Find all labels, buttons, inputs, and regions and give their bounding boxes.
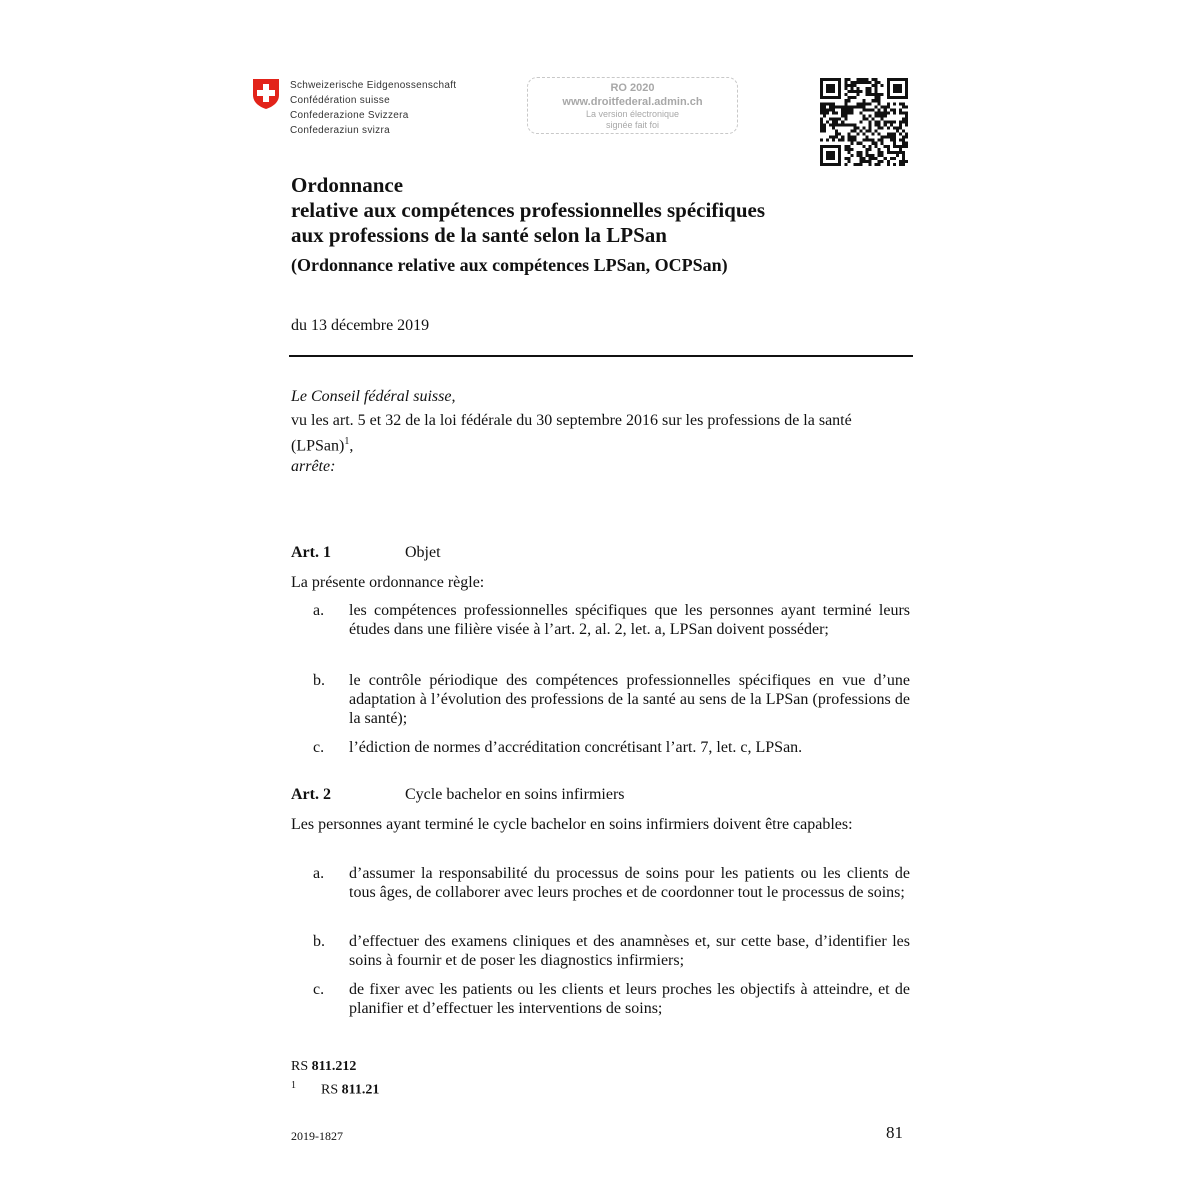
item-letter: a.	[313, 602, 325, 619]
item-letter: a.	[313, 865, 325, 882]
title-line-3: aux professions de la santé selon la LPSan	[291, 223, 667, 247]
preamble-basis-text: vu les art. 5 et 32 de la loi fédérale du 30 septembre 2016 sur les professions de la santé (LPSan)	[291, 412, 852, 455]
article-1-item-c	[313, 738, 910, 757]
article-2-item-b	[313, 932, 910, 970]
item-letter: c.	[313, 739, 325, 756]
swiss-cross-icon	[252, 78, 280, 110]
preamble-basis	[291, 410, 911, 456]
footnote-1	[291, 1080, 379, 1099]
item-text: l’édiction de normes d’accréditation concrétisant l’art. 7, let. c, LPSan.	[349, 739, 803, 756]
footnote-1-number: 811.21	[341, 1082, 380, 1098]
qr-code-icon	[820, 78, 908, 166]
document-title	[291, 173, 765, 248]
stamp-collection: RO 2020	[610, 82, 655, 94]
rs-reference	[291, 1059, 356, 1075]
footnote-1-marker: 1	[291, 1080, 296, 1091]
item-text: d’effectuer des examens cliniques et des anamnèses et, sur cette base, d’identifier les soins à fournir et de poser les diagnostics infirmiers;	[349, 933, 910, 969]
confederation-names	[290, 78, 456, 138]
article-2-intro: Les personnes ayant terminé le cycle bachelor en soins infirmiers doivent être capables:	[291, 816, 853, 833]
article-1-item-b	[313, 671, 910, 728]
preamble-decree: arrête:	[291, 458, 336, 476]
confederation-name-rm: Confederaziun svizra	[290, 125, 390, 136]
title-divider	[289, 355, 913, 357]
item-text: de fixer avec les patients ou les clients et leurs proches les objectifs à atteindre, et de planifier et d’effectuer les interventions de soins;	[349, 981, 910, 1017]
document-date: du 13 décembre 2019	[291, 317, 430, 334]
document-subtitle: (Ordonnance relative aux compétences LPSan, OCPSan)	[291, 255, 728, 275]
title-line-2: relative aux compétences professionnelles spécifiques	[291, 198, 766, 222]
article-1-number: Art. 1	[291, 544, 331, 561]
article-2-item-a	[313, 864, 910, 902]
article-1-intro: La présente ordonnance règle:	[291, 574, 485, 591]
item-letter: c.	[313, 981, 325, 998]
article-2-title: Cycle bachelor en soins infirmiers	[405, 786, 625, 803]
stamp-note-1: La version électronique	[585, 109, 680, 119]
preamble-basis-end: ,	[349, 437, 354, 455]
item-text: le contrôle périodique des compétences professionnelles spécifiques en vue d’une adaptation à l’évolution des professions de la santé au sens de la LPSan (professions de la santé);	[349, 672, 910, 727]
item-text: d’assumer la responsabilité du processus de soins pour les patients ou les clients de tous âges, de collaborer avec leurs proches et de coordonner tout le processus de soins;	[349, 865, 910, 901]
confederation-name-it: Confederazione Svizzera	[290, 110, 409, 121]
rs-prefix: RS	[291, 1059, 309, 1074]
confederation-name-de: Schweizerische Eidgenossenschaft	[290, 80, 457, 91]
footnote-1-prefix: RS	[321, 1082, 339, 1098]
document-id: 2019-1827	[291, 1129, 343, 1143]
article-2-item-c	[313, 980, 910, 1018]
stamp-note-2: signée fait foi	[605, 120, 660, 130]
item-text: les compétences professionnelles spécifiques que les personnes ayant terminé leurs études dans une filière visée à l’art. 2, al. 2, let. a, LPSan doivent posséder;	[349, 602, 910, 638]
confederation-name-fr: Confédération suisse	[290, 95, 390, 106]
item-letter: b.	[313, 672, 325, 689]
title-line-1: Ordonnance	[291, 173, 404, 197]
electronic-version-stamp	[527, 77, 738, 134]
stamp-url[interactable]: www.droitfederal.admin.ch	[562, 96, 703, 108]
preamble	[291, 386, 911, 477]
rs-number: 811.212	[311, 1059, 357, 1074]
item-letter: b.	[313, 933, 325, 950]
article-2-number: Art. 2	[291, 786, 331, 803]
article-1-item-a	[313, 601, 910, 639]
article-1-title: Objet	[405, 544, 441, 561]
footnote-ref-1[interactable]: 1	[344, 436, 350, 447]
page-number: 81	[886, 1123, 903, 1142]
preamble-authority: Le Conseil fédéral suisse,	[291, 388, 456, 405]
